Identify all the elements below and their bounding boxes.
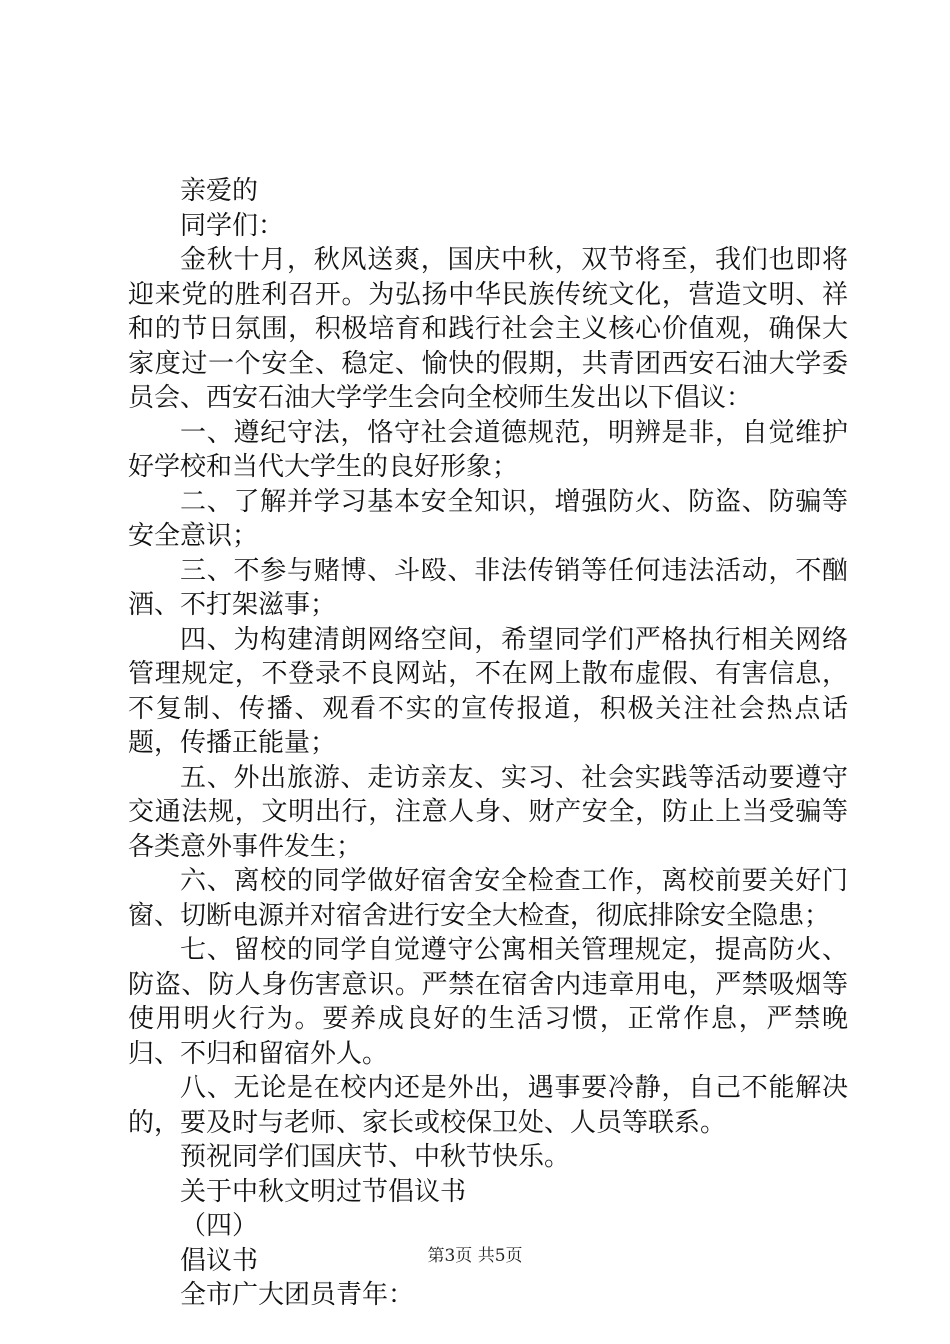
proposal-item-6: 六、离校的同学做好宿舍安全检查工作，离校前要关好门窗、切断电源并对宿舍进行安全大检查，彻底排除安全隐患； [128, 866, 848, 931]
proposal-item-1: 一、遵纪守法，恪守社会道德规范，明辨是非，自觉维护好学校和当代大学生的良好形象； [128, 417, 848, 482]
salutation-line-2: 同学们： [180, 210, 285, 241]
proposal-item-4: 四、为构建清朗网络空间，希望同学们严格执行相关网络管理规定，不登录不良网站，不在网上散布虚假、有害信息，不复制、传播、观看不实的宣传报道，积极关注社会热点话题，传播正能量； [128, 624, 848, 758]
proposal-item-5: 五、外出旅游、走访亲友、实习、社会实践等活动要遵守交通法规，文明出行，注意人身、财产安全，防止上当受骗等各类意外事件发生； [128, 762, 848, 862]
intro-paragraph: 金秋十月，秋风送爽，国庆中秋，双节将至，我们也即将迎来党的胜利召开。为弘扬中华民族传统文化，营造文明、祥和的节日氛围，积极培育和践行社会主义核心价值观，确保大家度过一个安全、稳定、愉快的假期，共青团西安石油大学委员会、西安石油大学学生会向全校师生发出以下倡议： [128, 245, 848, 413]
subsection-heading: 倡议书 [180, 1245, 259, 1276]
proposal-item-7: 七、留校的同学自觉遵守公寓相关管理规定，提高防火、防盗、防人身伤害意识。严禁在宿舍内违章用电，严禁吸烟等使用明火行为。要养成良好的生活习惯，正常作息，严禁晚归、不归和留宿外人。 [128, 935, 848, 1069]
salutation-line-1: 亲爱的 [180, 176, 259, 206]
section-title: 关于中秋文明过节倡议书 [180, 1176, 467, 1207]
proposal-item-2: 二、了解并学习基本安全知识，增强防火、防盗、防骗等安全意识； [128, 486, 848, 551]
document-body [128, 174, 848, 1313]
closing-wish: 预祝同学们国庆节、中秋节快乐。 [180, 1142, 571, 1172]
page-number-footer: 第3页 共5页 [427, 1246, 523, 1266]
section-number: （四） [180, 1211, 259, 1241]
proposal-item-8: 八、无论是在校内还是外出，遇事要冷静，自己不能解决的，要及时与老师、家长或校保卫处、人员等联系。 [128, 1073, 848, 1138]
addressee-line: 全市广大团员青年： [180, 1280, 415, 1310]
proposal-item-3: 三、不参与赌博、斗殴、非法传销等任何违法活动，不酗酒、不打架滋事； [128, 555, 848, 620]
